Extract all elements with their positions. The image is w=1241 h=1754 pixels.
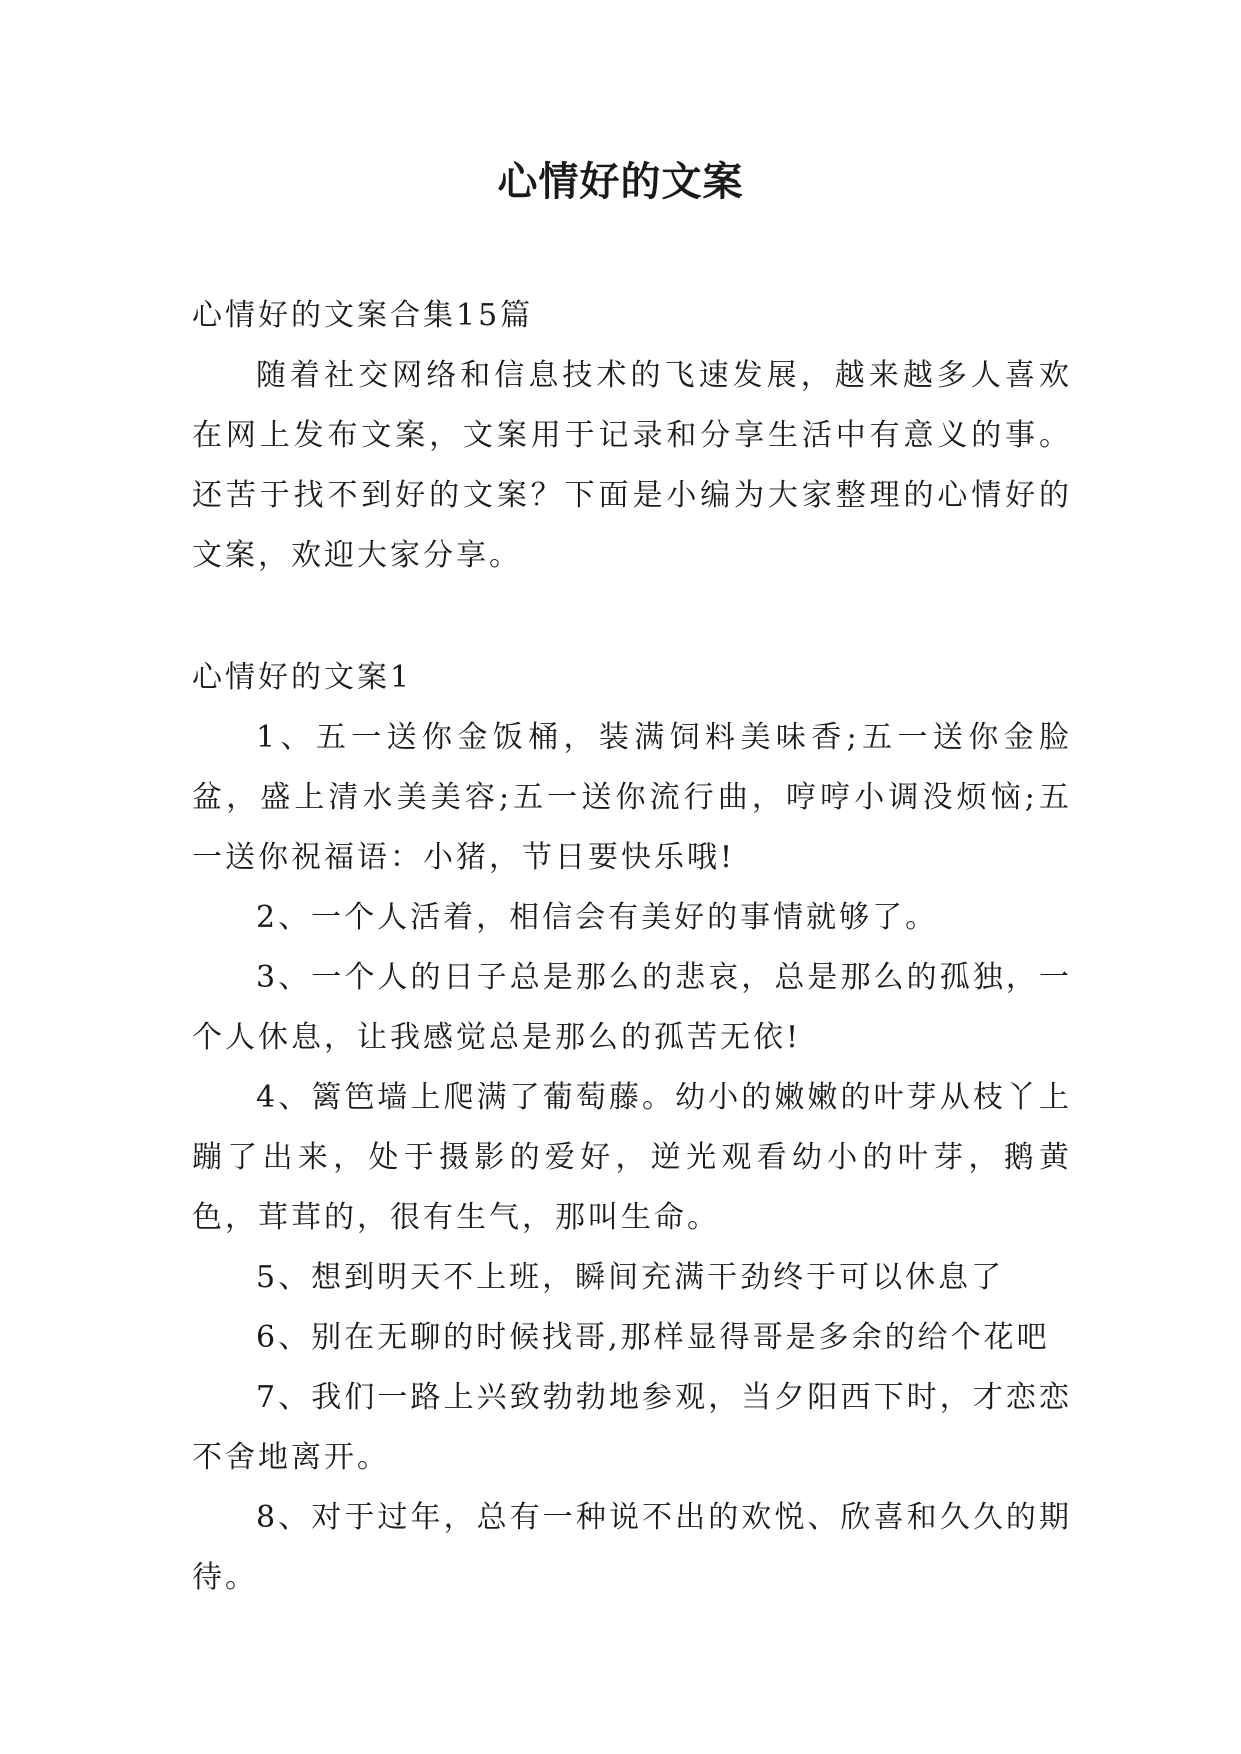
section-spacer bbox=[192, 586, 1072, 648]
list-item: 6、别在无聊的时候找哥,那样显得哥是多余的给个花吧 bbox=[256, 1320, 1050, 1355]
list-item: 4、篱笆墙上爬满了葡萄藤。幼小的嫩嫩的叶芽从枝丫上蹦了出来，处于摄影的爱好，逆光观看幼小的叶芽，鹅黄色，茸茸的，很有生气，那叫生命。 bbox=[192, 1080, 1072, 1235]
list-item: 1、五一送你金饭桶，装满饲料美味香;五一送你金脸盆，盛上清水美美容;五一送你流行曲，哼哼小调没烦恼;五一送你祝福语：小猪，节日要快乐哦! bbox=[192, 720, 1072, 875]
list-item: 5、想到明天不上班，瞬间充满干劲终于可以休息了 bbox=[256, 1260, 1005, 1295]
list-item: 8、对于过年，总有一种说不出的欢悦、欣喜和久久的期待。 bbox=[192, 1500, 1072, 1595]
list-item: 2、一个人活着，相信会有美好的事情就够了。 bbox=[256, 900, 939, 935]
document-body bbox=[192, 286, 1072, 1608]
collection-heading: 心情好的文案合集15篇 bbox=[192, 298, 534, 333]
intro-paragraph: 随着社交网络和信息技术的飞速发展，越来越多人喜欢在网上发布文案，文案用于记录和分享生活中有意义的事。还苦于找不到好的文案？下面是小编为大家整理的心情好的文案，欢迎大家分享。 bbox=[192, 358, 1072, 573]
section-heading: 心情好的文案1 bbox=[192, 660, 413, 695]
document-title: 心情好的文案 bbox=[497, 158, 744, 205]
list-item: 3、一个人的日子总是那么的悲哀，总是那么的孤独，一个人休息，让我感觉总是那么的孤苦无依! bbox=[192, 960, 1072, 1055]
list-item: 7、我们一路上兴致勃勃地参观，当夕阳西下时，才恋恋不舍地离开。 bbox=[192, 1380, 1072, 1475]
